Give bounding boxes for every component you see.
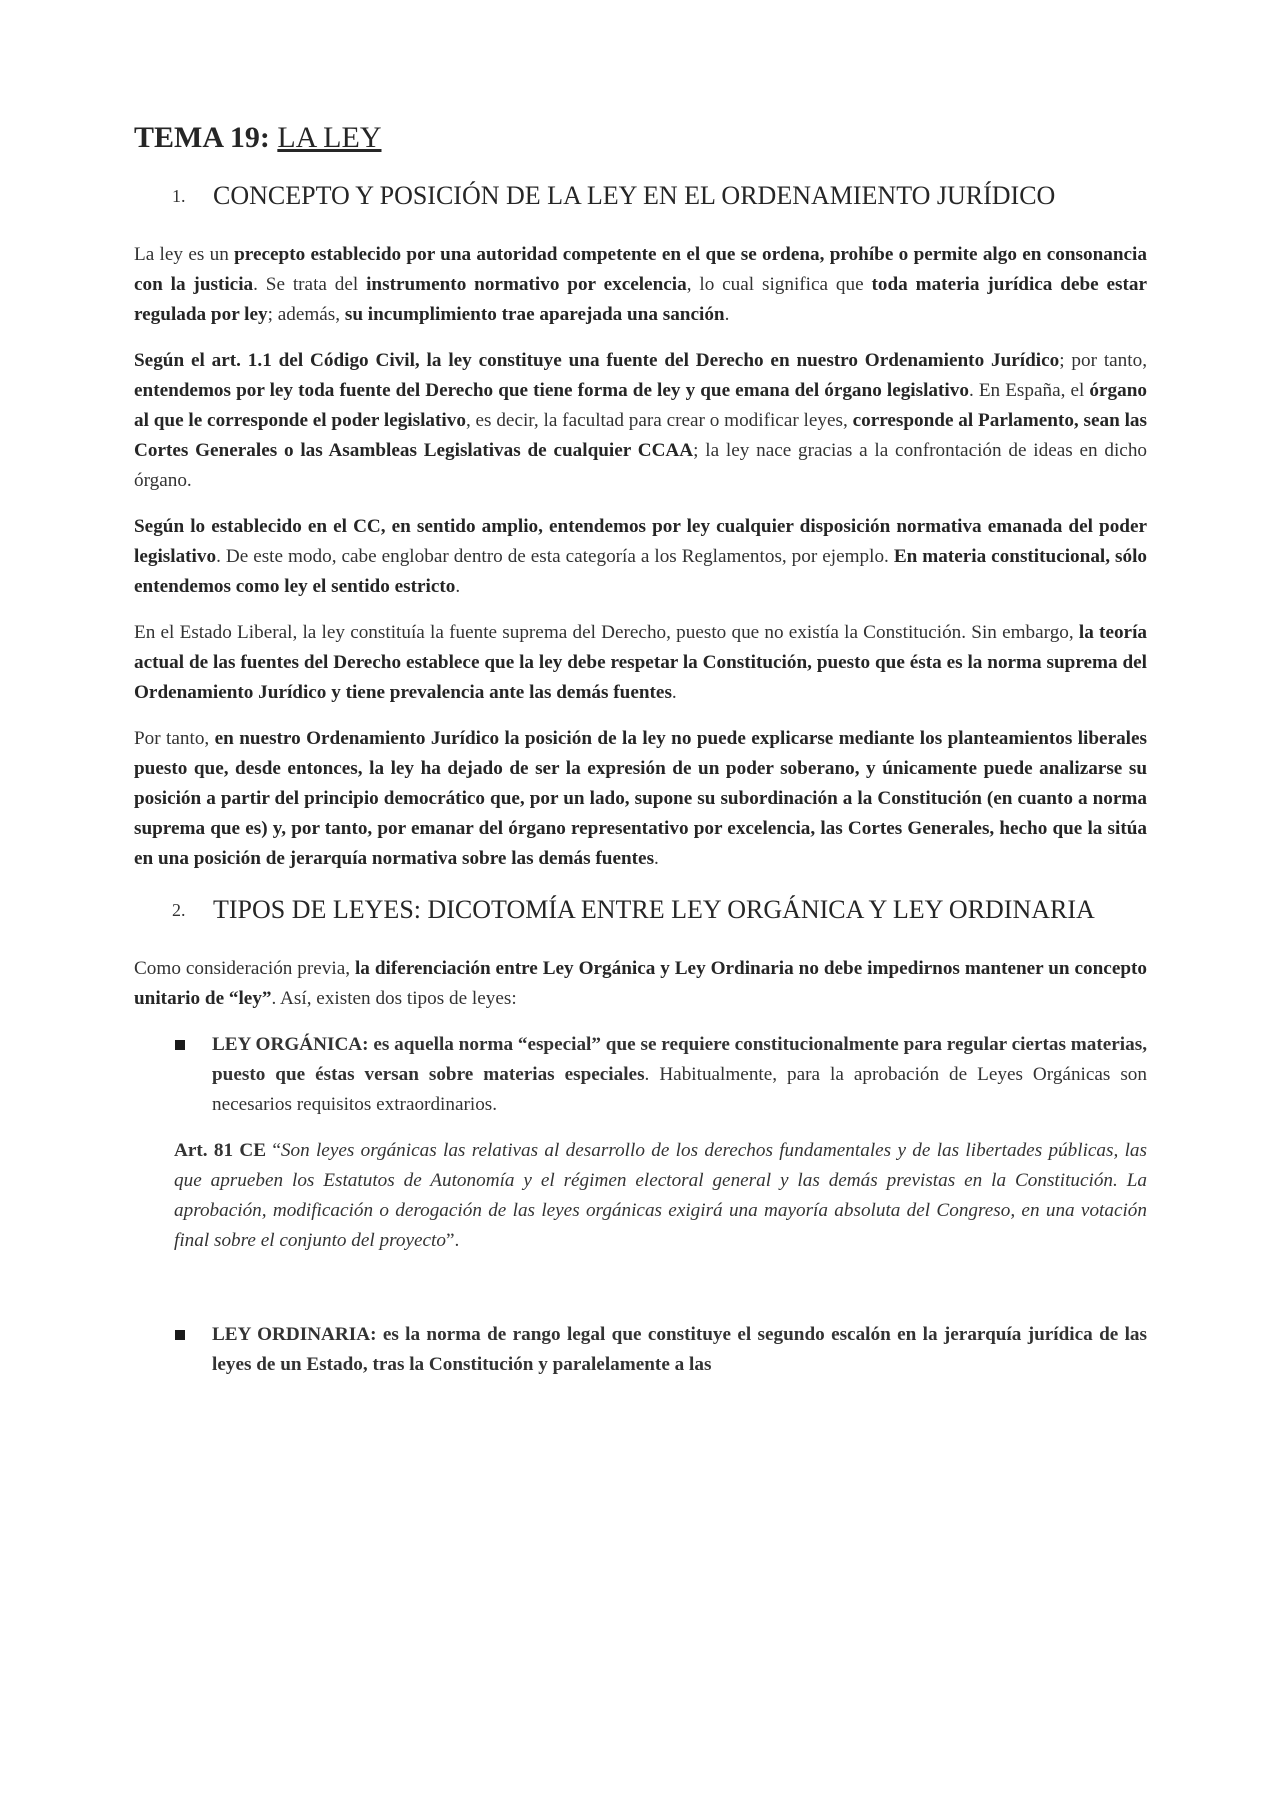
text-run: . bbox=[724, 304, 730, 325]
italic-run: Son leyes orgánicas las relativas al desarrollo de los derechos fundamentales y de las libertades públicas, las que aprueben los Estatutos de Autonomía y el régimen electoral general y las demás previstas en la Constitución. La aprobación, modificación o derogación de las leyes orgánicas exigirá una mayoría absoluta del Congreso, en una votación final sobre el conjunto del proyecto bbox=[174, 1140, 1147, 1251]
bold-run: entendemos por ley toda fuente del Derecho que tiene forma de ley y que emana del órgano legislativo bbox=[134, 380, 969, 401]
bold-run: En materia constitucional, sólo entendemos como ley el sentido estricto bbox=[134, 546, 1147, 597]
list-item-text bbox=[212, 1030, 1147, 1120]
section-number: 1. bbox=[172, 186, 186, 206]
section-heading-2 bbox=[134, 890, 1147, 930]
bold-run: Según lo establecido en el CC, en sentido amplio, entendemos por ley cualquier disposición normativa emanada del poder legislativo bbox=[134, 516, 1147, 567]
text-run: . bbox=[455, 576, 461, 597]
bold-run: Art. 81 CE bbox=[174, 1140, 267, 1161]
paragraph-consideracion-previa bbox=[134, 954, 1147, 1014]
text-run: . bbox=[671, 682, 677, 703]
text-run: . Así, existen dos tipos de leyes: bbox=[271, 988, 517, 1009]
title-subject: LA LEY bbox=[277, 121, 382, 154]
bold-run: corresponde al Parlamento, sean las Cortes Generales o las Asambleas Legislativas de cualquier CCAA bbox=[134, 410, 1147, 461]
text-run: , lo cual significa que bbox=[686, 274, 872, 295]
text-run: Como consideración previa, bbox=[134, 958, 355, 979]
title-label: TEMA 19: bbox=[134, 121, 270, 154]
text-run: La ley es un bbox=[134, 244, 235, 265]
text-run: . Habitualmente, para la aprobación de Leyes Orgánicas son necesarios requisitos extraordinarios. bbox=[212, 1064, 1147, 1115]
bold-run: LEY ORGÁNICA: es aquella norma “especial” que se requiere constitucionalmente para regular ciertas materias, puesto que éstas versan sobre materias especiales bbox=[212, 1034, 1147, 1085]
bold-run: Según el art. 1.1 del Código Civil, la ley constituye una fuente del Derecho en nuestro Ordenamiento Jurídico bbox=[134, 350, 1060, 371]
text-run: . En España, el bbox=[968, 380, 1090, 401]
bold-run: órgano al que le corresponde el poder legislativo bbox=[134, 380, 1147, 431]
square-bullet-icon bbox=[134, 1030, 212, 1120]
text-run: Por tanto, bbox=[134, 728, 215, 749]
document-title bbox=[134, 120, 1147, 156]
bold-run: la diferenciación entre Ley Orgánica y Ley Ordinaria no debe impedirnos mantener un concepto unitario de “ley” bbox=[134, 958, 1147, 1009]
text-run: . bbox=[654, 848, 659, 869]
paragraph-posicion-ley bbox=[134, 724, 1147, 874]
bold-run: la teoría actual de las fuentes del Derecho establece que la ley debe respetar la Constitución, puesto que ésta es la norma suprema del Ordenamiento Jurídico y tiene prevalencia ante las demás fuentes bbox=[134, 622, 1147, 703]
text-run: En el Estado Liberal, la ley constituía la fuente suprema del Derecho, puesto que no existía la Constitución. Sin embargo, bbox=[134, 622, 1079, 643]
bold-run: su incumplimiento trae aparejada una sanción bbox=[344, 304, 725, 325]
article-quote bbox=[174, 1136, 1147, 1256]
paragraph-sentido-amplio bbox=[134, 512, 1147, 602]
text-run: ; por tanto, bbox=[1059, 350, 1147, 371]
section-number: 2. bbox=[172, 900, 186, 920]
bold-run: en nuestro Ordenamiento Jurídico la posición de la ley no puede explicarse mediante los planteamientos liberales puesto que, desde entonces, la ley ha dejado de ser la expresión de un poder soberano, y únicamente puede analizarse su posición a partir del principio democrático que, por un lado, supone su subordinación a la Constitución (en cuanto a norma suprema que es) y, por tanto, por emanar del órgano representativo por excelencia, las Cortes Generales, hecho que la sitúa en una posición de jerarquía normativa sobre las demás fuentes bbox=[134, 728, 1147, 869]
bold-run: toda materia jurídica debe estar regulada por ley bbox=[134, 274, 1147, 325]
list-item-text bbox=[212, 1320, 1147, 1380]
text-run: ”. bbox=[445, 1230, 460, 1251]
text-run: . Se trata del bbox=[253, 274, 367, 295]
text-run: , es decir, la facultad para crear o modificar leyes, bbox=[465, 410, 853, 431]
square-bullet-icon bbox=[134, 1320, 212, 1380]
paragraph-estado-liberal bbox=[134, 618, 1147, 708]
text-run: “ bbox=[266, 1140, 281, 1161]
blank-space bbox=[134, 1256, 1147, 1320]
section-title: CONCEPTO Y POSICIÓN DE LA LEY EN EL ORDENAMIENTO JURÍDICO bbox=[213, 181, 1056, 210]
paragraph-definition bbox=[134, 240, 1147, 330]
section-title: TIPOS DE LEYES: DICOTOMÍA ENTRE LEY ORGÁNICA Y LEY ORDINARIA bbox=[213, 895, 1095, 924]
list-item-ley-organica bbox=[134, 1030, 1147, 1120]
bold-run: instrumento normativo por excelencia bbox=[366, 274, 687, 295]
paragraph-codigo-civil bbox=[134, 346, 1147, 496]
bold-run: LEY ORDINARIA: es la norma de rango legal que constituye el segundo escalón en la jerarquía jurídica de las leyes de un Estado, tras la Constitución y paralelamente a las bbox=[212, 1324, 1147, 1375]
text-run: ; la ley nace gracias a la confrontación de ideas en dicho órgano. bbox=[134, 440, 1148, 491]
text-run: ; además, bbox=[267, 304, 345, 325]
text-run: . De este modo, cabe englobar dentro de esta categoría a los Reglamentos, por ejemplo. bbox=[216, 546, 894, 567]
bold-run: precepto establecido por una autoridad competente en el que se ordena, prohíbe o permite algo en consonancia con la justicia bbox=[134, 244, 1147, 295]
section-heading-1 bbox=[134, 176, 1147, 216]
list-item-ley-ordinaria bbox=[134, 1320, 1147, 1380]
